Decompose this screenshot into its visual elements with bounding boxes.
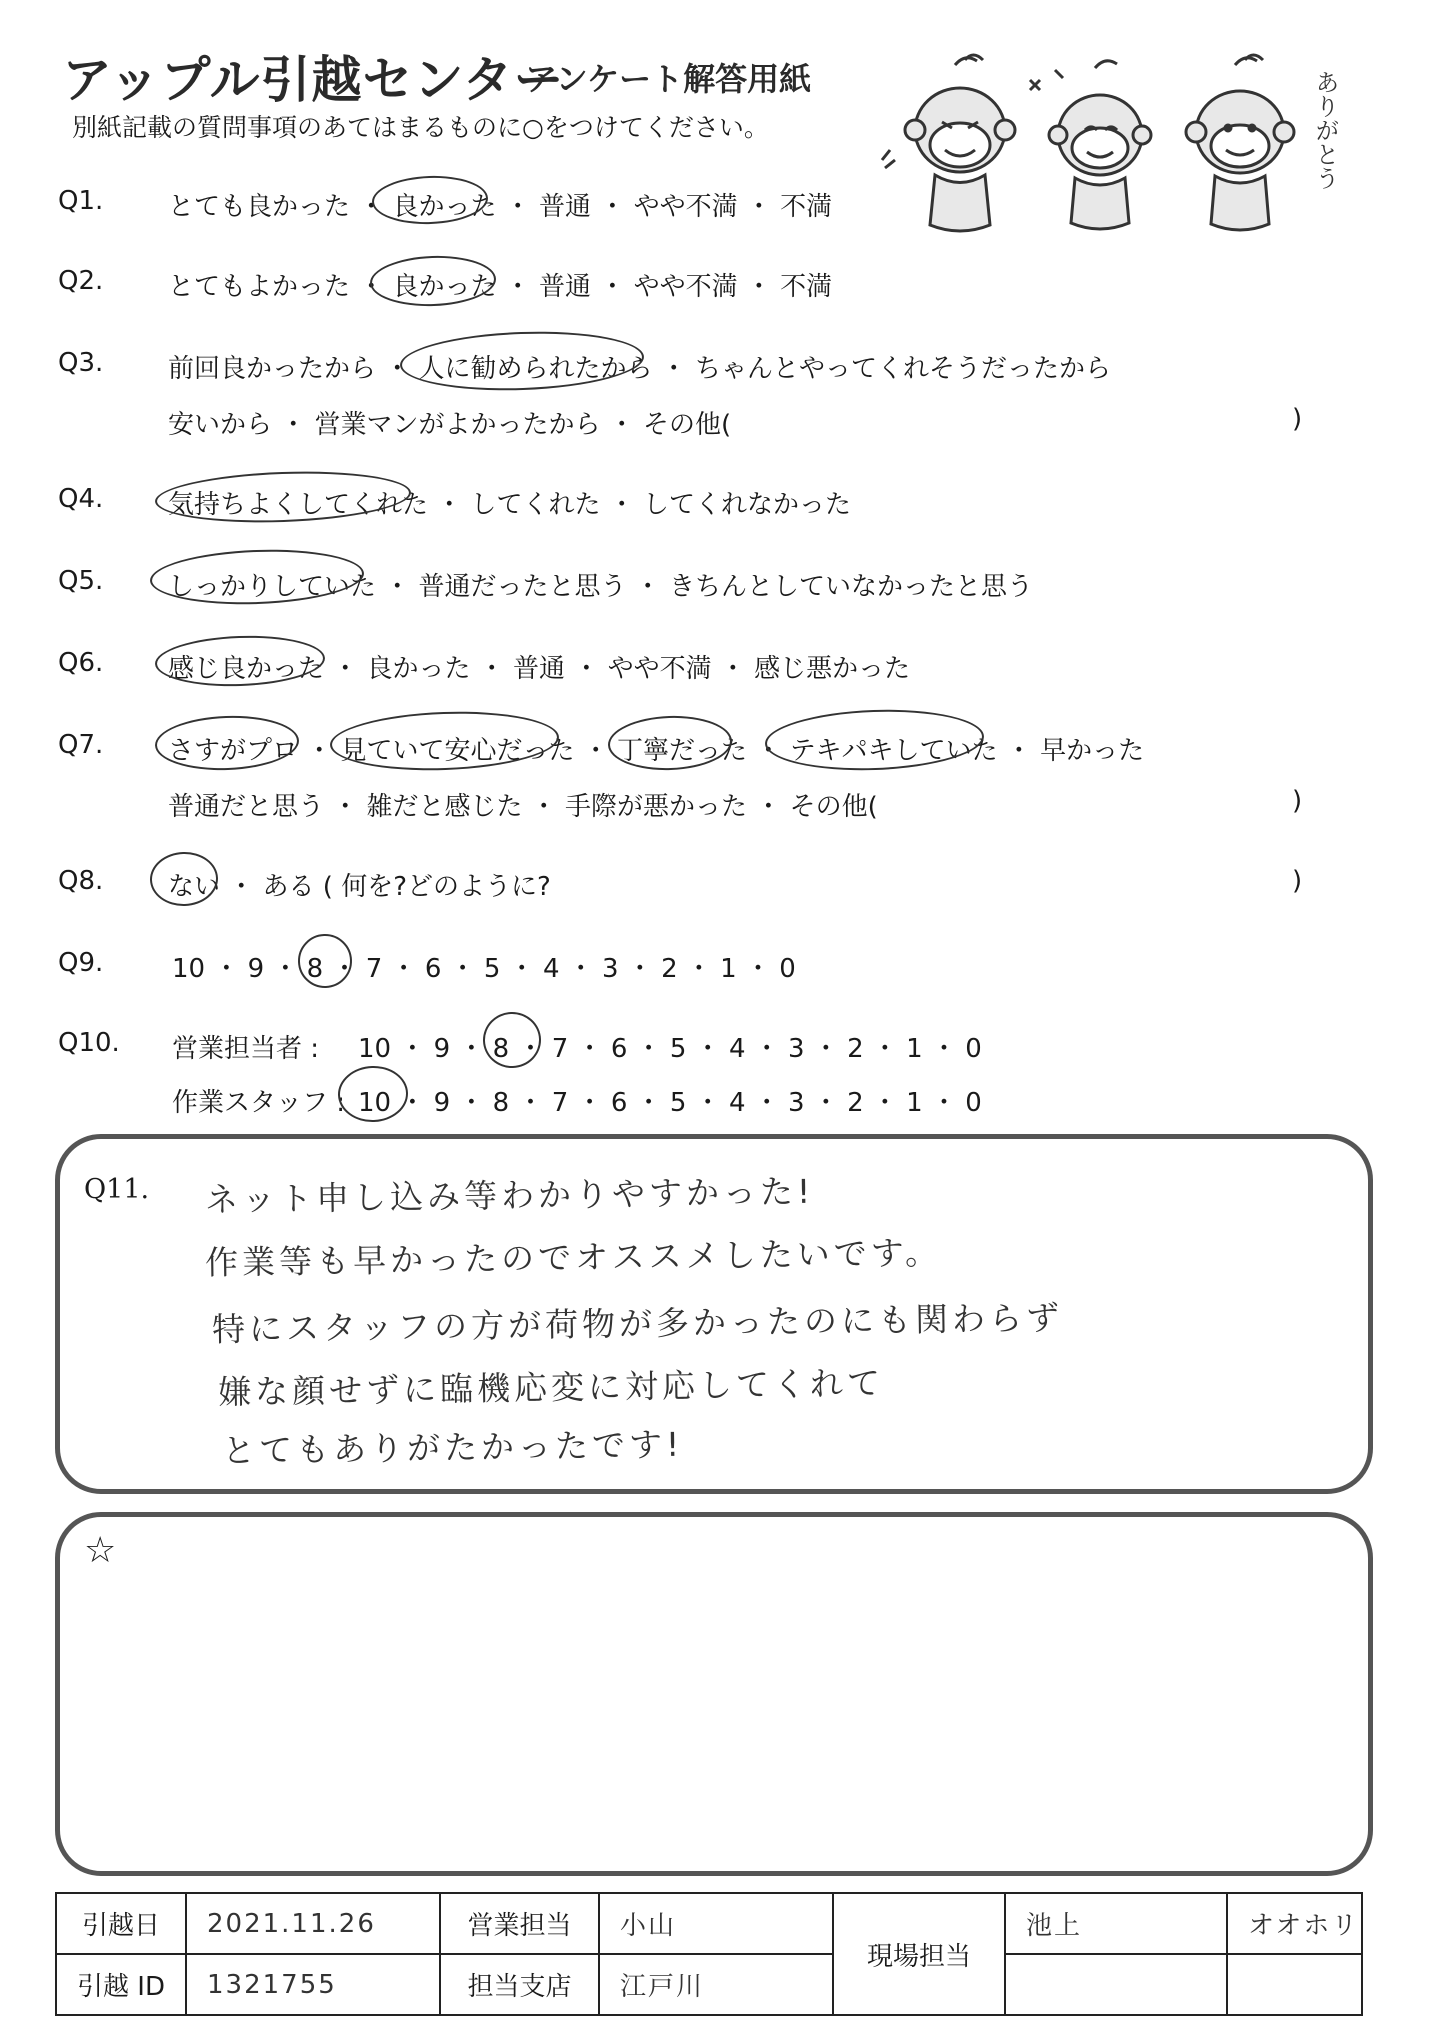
- q8-close-paren: ): [1292, 866, 1303, 896]
- q3-options-line2[interactable]: 安いから ・ 営業マンがよかったから ・ その他(: [168, 410, 732, 440]
- q5-label: Q5.: [58, 566, 104, 596]
- q11-comment-line-3: 特にスタッフの方が荷物が多かったのにも関わらず: [211, 1298, 1064, 1349]
- site-rep-empty-cell-2[interactable]: [1227, 1954, 1362, 2015]
- star-icon: ☆: [84, 1530, 117, 1571]
- q9-scale[interactable]: 10 ・ 9 ・ 8 ・ 7 ・ 6 ・ 5 ・ 4 ・ 3 ・ 2 ・ 1 ・ 0: [172, 954, 796, 984]
- q11-comment-line-2: 作業等も早かったのでオススメしたいです。: [204, 1232, 943, 1283]
- q10-sales-scale[interactable]: 10 ・ 9 ・ 8 ・ 7 ・ 6 ・ 5 ・ 4 ・ 3 ・ 2 ・ 1 ・ 0: [358, 1034, 982, 1064]
- q6-label: Q6.: [58, 648, 104, 678]
- site-rep-value-2[interactable]: オオホリ: [1227, 1893, 1362, 1954]
- form-title: アップル引越センター: [62, 51, 565, 109]
- q2-options[interactable]: とてもよかった ・ 良かった ・ 普通 ・ やや不満 ・ 不満: [168, 272, 833, 302]
- q7-label: Q7.: [58, 730, 104, 760]
- q6-options[interactable]: 感じ良かった ・ 良かった ・ 普通 ・ やや不満 ・ 感じ悪かった: [168, 654, 911, 684]
- q3-close-paren: ): [1292, 404, 1303, 434]
- q11-label: Q11.: [84, 1174, 150, 1205]
- site-rep-label: 現場担当: [833, 1893, 1005, 2015]
- branch-value[interactable]: 江戸川: [599, 1954, 833, 2015]
- mascot-thanks-text: ありがとう: [1311, 70, 1339, 190]
- star-comment-box: [55, 1512, 1373, 1876]
- q1-label: Q1.: [58, 186, 104, 216]
- q11-comment-line-4: 嫌な顔せずに臨機応変に対応してくれて: [217, 1363, 885, 1412]
- q11-comment-line-1: ネット申し込み等わかりやすかった!: [204, 1171, 815, 1220]
- site-rep-value-1[interactable]: 池上: [1005, 1893, 1227, 1954]
- site-rep-empty-cell-1[interactable]: [1005, 1954, 1227, 2015]
- move-id-label: 引越 ID: [56, 1954, 186, 2015]
- sales-rep-value[interactable]: 小山: [599, 1893, 833, 1954]
- q8-options[interactable]: ない ・ ある ( 何を?どのように?: [168, 872, 551, 902]
- q11-comment-line-5: とてもありがたかったです!: [221, 1424, 684, 1471]
- q8-label: Q8.: [58, 866, 104, 896]
- mascot-monkeys-illustration: [880, 50, 1350, 260]
- q2-label: Q2.: [58, 266, 104, 296]
- q1-options[interactable]: とても良かった ・ 良かった ・ 普通 ・ やや不満 ・ 不満: [168, 192, 833, 222]
- instruction-text: 別紙記載の質問事項のあてはまるものに○をつけてください。: [72, 113, 769, 142]
- move-info-table: [55, 1892, 1363, 2016]
- q3-label: Q3.: [58, 348, 104, 378]
- q10-staff-scale[interactable]: 10 ・ 9 ・ 8 ・ 7 ・ 6 ・ 5 ・ 4 ・ 3 ・ 2 ・ 1 ・ 0: [358, 1088, 982, 1118]
- q10-sales-label: 営業担当者 :: [172, 1034, 320, 1064]
- q10-label: Q10.: [58, 1028, 120, 1058]
- move-date-value[interactable]: 2021.11.26: [186, 1893, 440, 1954]
- q9-label: Q9.: [58, 948, 104, 978]
- move-id-value[interactable]: 1321755: [186, 1954, 440, 2015]
- q5-options[interactable]: しっかりしていた ・ 普通だったと思う ・ きちんとしていなかったと思う: [168, 572, 1034, 602]
- q4-label: Q4.: [58, 484, 104, 514]
- q7-options-line1[interactable]: さすがプロ ・ 見ていて安心だった ・ 丁寧だった ・ テキパキしていた ・ 早かった: [168, 736, 1145, 766]
- q3-options-line1[interactable]: 前回良かったから ・ 人に勧められたから ・ ちゃんとやってくれそうだったから: [168, 354, 1112, 384]
- move-date-label: 引越日: [56, 1893, 186, 1954]
- q7-options-line2[interactable]: 普通だと思う ・ 雑だと感じた ・ 手際が悪かった ・ その他(: [168, 792, 878, 822]
- q4-options[interactable]: 気持ちよくしてくれた ・ してくれた ・ してくれなかった: [168, 490, 852, 520]
- q7-close-paren: ): [1292, 786, 1303, 816]
- form-subtitle: アンケート解答用紙: [525, 60, 812, 98]
- branch-label: 担当支店: [440, 1954, 599, 2015]
- sales-rep-label: 営業担当: [440, 1893, 599, 1954]
- q10-staff-label: 作業スタッフ :: [172, 1088, 346, 1118]
